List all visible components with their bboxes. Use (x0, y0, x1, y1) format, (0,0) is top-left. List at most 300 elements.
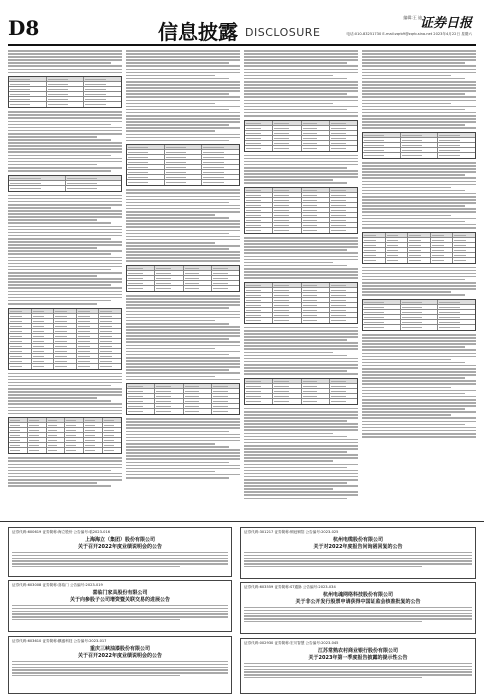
text-line (8, 151, 122, 153)
table-row (9, 102, 121, 107)
text-line (8, 457, 122, 459)
text-line (12, 664, 228, 665)
table-cell (438, 305, 475, 309)
table-cell (302, 141, 330, 145)
table-cell (9, 349, 32, 353)
text-line (8, 219, 97, 221)
text-line (8, 263, 122, 265)
text-line (126, 434, 240, 436)
text-line (12, 619, 180, 620)
table-cell (47, 448, 66, 453)
table-row (9, 448, 121, 453)
table-cell (438, 325, 475, 330)
text-line (244, 674, 472, 675)
table-cell (47, 97, 85, 101)
notice-box (240, 582, 476, 634)
text-line (126, 199, 240, 201)
table-cell (302, 399, 330, 404)
table-cell (302, 146, 330, 151)
table-cell (9, 314, 32, 318)
text-line (362, 109, 465, 111)
text-line (126, 452, 240, 454)
table-cell (184, 271, 212, 275)
table-cell (155, 399, 183, 403)
data-table (244, 120, 358, 152)
table-cell (103, 448, 121, 453)
text-line (8, 413, 122, 415)
table-cell (127, 404, 155, 408)
table-cell (245, 308, 273, 312)
table-cell (47, 428, 66, 432)
table-cell (127, 384, 155, 388)
table-cell (47, 82, 85, 86)
table-row (245, 318, 357, 323)
text-line (8, 59, 122, 61)
table-cell (9, 339, 32, 343)
text-line (244, 65, 358, 67)
text-line (126, 196, 240, 198)
text-line (8, 216, 122, 218)
table-cell (32, 339, 55, 343)
text-line (362, 171, 476, 173)
table-cell (431, 258, 454, 263)
table-cell (330, 126, 357, 130)
text-line (362, 69, 476, 71)
table-cell (302, 303, 330, 307)
table-cell (202, 165, 239, 169)
table-row (127, 409, 239, 414)
table-cell (9, 443, 28, 447)
table-cell (9, 433, 28, 437)
text-line (244, 476, 358, 478)
text-line (8, 257, 122, 259)
table-cell (330, 188, 357, 192)
table-cell (103, 443, 121, 447)
text-line (362, 162, 476, 164)
text-line (244, 488, 333, 490)
table-cell (47, 418, 66, 422)
text-line (126, 446, 229, 448)
table-cell (408, 258, 431, 263)
table-cell (127, 281, 155, 285)
table-cell (273, 136, 301, 140)
text-line (8, 241, 122, 243)
text-line (126, 257, 240, 259)
text-line (362, 211, 476, 213)
text-line (244, 265, 347, 267)
text-line (244, 249, 347, 251)
table-cell (84, 87, 121, 91)
table-cell (453, 258, 475, 263)
text-line (244, 615, 472, 616)
table-cell (386, 258, 409, 263)
data-table (362, 299, 476, 331)
table-cell (273, 303, 301, 307)
notice-codes: 证券代码:600619 证券简称:海立股份 公告编号:临2023-016 (12, 530, 111, 534)
text-line (362, 205, 465, 207)
table-cell (245, 126, 273, 130)
table-cell (65, 443, 84, 447)
table-cell (32, 334, 55, 338)
table-cell (84, 423, 103, 427)
text-line (126, 245, 240, 247)
table-cell (438, 300, 475, 304)
text-line (362, 165, 476, 167)
text-line (12, 608, 228, 609)
table-cell (54, 329, 77, 333)
text-line (244, 361, 358, 363)
text-line (126, 323, 229, 325)
table-cell (9, 102, 47, 107)
table-cell (54, 359, 77, 363)
text-line (126, 357, 240, 359)
table-cell (363, 253, 386, 257)
text-line (8, 235, 122, 237)
text-line (126, 465, 240, 467)
text-line (244, 677, 422, 678)
notice-body (12, 552, 228, 567)
table-cell (386, 238, 409, 242)
table-cell (9, 448, 28, 453)
text-line (362, 340, 476, 342)
table-row (363, 325, 475, 330)
table-cell (330, 223, 357, 227)
text-line (8, 281, 122, 283)
text-line (126, 205, 240, 207)
table-cell (273, 141, 301, 145)
text-line (8, 117, 122, 119)
table-cell (9, 354, 32, 358)
table-cell (9, 82, 47, 86)
text-line (12, 669, 228, 670)
text-line (8, 161, 122, 163)
table-cell (330, 293, 357, 297)
table-cell (245, 141, 273, 145)
text-line (126, 239, 240, 241)
table-cell (9, 92, 47, 96)
table-cell (273, 293, 301, 297)
table-cell (47, 438, 66, 442)
text-line (244, 364, 358, 366)
column-1 (8, 50, 122, 520)
text-line (126, 65, 240, 67)
table-cell (77, 349, 100, 353)
page-number: D8 (8, 16, 40, 40)
notice-title: 重庆三峡油漆股份有限公司 关于召开2022年度业绩说明会的公告 (78, 646, 162, 659)
table-cell (155, 266, 183, 270)
text-line (126, 230, 240, 232)
text-line (244, 436, 347, 438)
table-cell (65, 433, 84, 437)
table-cell (363, 143, 401, 147)
text-line (362, 430, 476, 432)
table-cell (54, 324, 77, 328)
table-cell (99, 349, 121, 353)
table-row (127, 286, 239, 291)
table-cell (165, 145, 203, 149)
table-cell (438, 148, 475, 152)
table-cell (66, 186, 122, 191)
text-line (126, 311, 240, 313)
text-line (244, 560, 472, 561)
table-cell (127, 165, 165, 169)
text-line (126, 376, 215, 378)
table-cell (47, 433, 66, 437)
table-cell (330, 288, 357, 292)
table-cell (386, 248, 409, 252)
text-line (244, 246, 358, 248)
text-line (8, 291, 122, 293)
table-cell (103, 433, 121, 437)
text-line (126, 443, 215, 445)
table-cell (184, 384, 212, 388)
text-line (8, 470, 111, 472)
table-cell (84, 443, 103, 447)
table-cell (99, 324, 121, 328)
text-line (8, 266, 122, 268)
text-line (8, 50, 122, 52)
table-cell (273, 313, 301, 317)
text-line (244, 373, 358, 375)
table-cell (302, 308, 330, 312)
text-line (244, 240, 358, 242)
table-cell (127, 399, 155, 403)
text-line (126, 421, 240, 423)
text-line (244, 464, 358, 466)
text-line (12, 613, 228, 614)
table-cell (165, 175, 203, 179)
table-cell (202, 155, 239, 159)
text-line (362, 424, 465, 426)
table-cell (386, 243, 409, 247)
text-line (8, 400, 111, 402)
table-cell (47, 77, 85, 81)
table-cell (66, 181, 122, 185)
text-line (126, 100, 240, 102)
table-cell (363, 238, 386, 242)
table-cell (9, 324, 32, 328)
text-line (244, 277, 358, 279)
text-line (126, 242, 215, 244)
text-line (8, 155, 111, 157)
text-line (362, 334, 476, 336)
text-line (244, 607, 472, 608)
table-cell (47, 87, 85, 91)
text-line (362, 346, 465, 348)
text-line (362, 371, 476, 373)
table-cell (165, 170, 203, 174)
text-line (8, 376, 122, 378)
table-cell (408, 233, 431, 237)
table-cell (363, 320, 401, 324)
table-cell (245, 203, 273, 207)
table-cell (99, 319, 121, 323)
text-line (362, 190, 465, 192)
text-line (8, 403, 122, 405)
text-line (126, 118, 240, 120)
article-columns (8, 50, 476, 520)
table-cell (245, 188, 273, 192)
table-cell (9, 418, 28, 422)
newspaper-logo: 证券日报 (419, 16, 472, 31)
table-cell (273, 283, 301, 287)
table-cell (47, 102, 85, 107)
table-cell (330, 193, 357, 197)
text-line (8, 164, 97, 166)
table-cell (330, 136, 357, 140)
text-line (244, 75, 333, 77)
text-line (244, 78, 347, 80)
table-cell (165, 165, 203, 169)
text-line (8, 379, 122, 381)
table-cell (84, 448, 103, 453)
table-cell (273, 228, 301, 233)
table-cell (155, 281, 183, 285)
table-cell (273, 394, 301, 398)
data-table (8, 76, 122, 108)
text-line (362, 411, 476, 413)
text-line (126, 93, 229, 95)
text-line (244, 610, 472, 611)
text-line (244, 613, 472, 614)
text-line (8, 473, 122, 475)
text-line (244, 426, 358, 428)
table-cell (302, 203, 330, 207)
masthead-info (324, 12, 474, 42)
table-cell (54, 349, 77, 353)
table-cell (273, 213, 301, 217)
table-cell (202, 180, 239, 185)
notice-title: 杭州电缆股份有限公司 关于对2022年度报告问询函回复的公告 (313, 537, 403, 550)
table-cell (28, 423, 47, 427)
data-table (126, 144, 240, 186)
text-line (244, 103, 333, 105)
text-line (244, 53, 358, 55)
table-cell (273, 318, 301, 323)
table-cell (65, 418, 84, 422)
text-line (126, 338, 229, 340)
text-line (126, 96, 240, 98)
table-cell (77, 329, 100, 333)
section-title: 信息披露 (158, 20, 238, 44)
table-cell (330, 131, 357, 135)
table-cell (84, 433, 103, 437)
table-cell (65, 423, 84, 427)
table-cell (54, 364, 77, 369)
table-cell (438, 153, 475, 158)
text-line (8, 460, 122, 462)
table-cell (401, 305, 439, 309)
table-cell (363, 148, 401, 152)
text-line (126, 124, 229, 126)
text-line (12, 675, 180, 676)
table-cell (302, 188, 330, 192)
table-cell (431, 253, 454, 257)
table-cell (77, 324, 100, 328)
text-line (126, 217, 229, 219)
table-cell (103, 428, 121, 432)
text-line (126, 69, 240, 71)
table-cell (273, 298, 301, 302)
text-line (362, 294, 465, 296)
table-cell (9, 309, 32, 313)
text-line (244, 339, 347, 341)
text-line (244, 666, 472, 667)
text-line (8, 253, 111, 255)
text-line (12, 661, 228, 662)
text-line (362, 393, 465, 395)
table-cell (408, 243, 431, 247)
text-line (244, 56, 358, 58)
text-line (8, 303, 97, 305)
contact-line: 电话:010-83251730 E-mail:zqrb9@zqrb.sina.net 2023年4月22日 星期六 (346, 32, 472, 36)
text-line (126, 59, 240, 61)
text-line (362, 362, 465, 364)
text-line (244, 423, 358, 425)
text-line (126, 208, 240, 210)
notice-codes: 证券代码:002930 证券简称:宏川智慧 公告编号:2023-045 (244, 641, 339, 645)
table-cell (155, 394, 183, 398)
text-line (362, 421, 476, 423)
text-line (362, 383, 476, 385)
text-line (362, 224, 476, 226)
notice-box (8, 636, 232, 694)
text-line (362, 356, 476, 358)
text-line (8, 121, 122, 123)
text-line (8, 142, 122, 144)
text-line (362, 87, 476, 89)
text-line (126, 103, 215, 105)
table-cell (386, 233, 409, 237)
table-cell (302, 213, 330, 217)
table-cell (32, 314, 55, 318)
table-cell (330, 208, 357, 212)
text-line (244, 237, 358, 239)
text-line (244, 259, 358, 261)
table-cell (245, 399, 273, 404)
text-line (126, 251, 240, 253)
text-line (244, 336, 358, 338)
text-line (244, 252, 358, 254)
text-line (126, 369, 229, 371)
text-line (362, 353, 476, 355)
table-cell (302, 394, 330, 398)
text-line (126, 360, 240, 362)
text-line (244, 669, 472, 670)
table-cell (127, 409, 155, 414)
table-cell (330, 298, 357, 302)
text-line (244, 555, 472, 556)
text-line (244, 433, 333, 435)
table-cell (84, 92, 121, 96)
notice-codes: 证券代码:603008 证券简称:喜临门 公告编号:2023-019 (12, 583, 103, 587)
text-line (8, 127, 122, 129)
table-cell (363, 258, 386, 263)
text-line (126, 254, 240, 256)
table-cell (184, 286, 212, 291)
text-line (8, 260, 122, 262)
table-cell (245, 394, 273, 398)
text-line (362, 181, 476, 183)
table-cell (330, 203, 357, 207)
text-line (8, 467, 122, 469)
table-cell (302, 283, 330, 287)
text-line (362, 377, 465, 379)
text-line (8, 294, 122, 296)
table-cell (302, 208, 330, 212)
table-cell (302, 121, 330, 125)
text-line (8, 124, 111, 126)
